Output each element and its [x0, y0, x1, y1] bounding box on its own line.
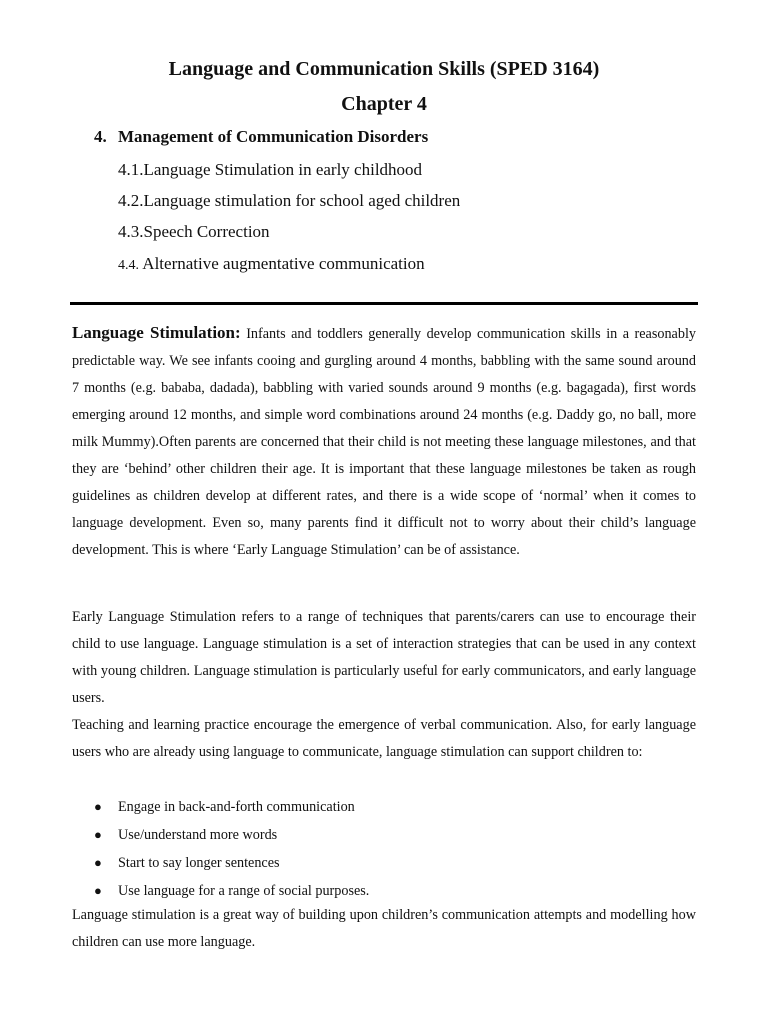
- toc-item-number: 4.4.: [118, 258, 139, 273]
- list-item: [72, 849, 696, 877]
- paragraph-lead: Language Stimulation:: [72, 323, 241, 342]
- bullet-icon: ●: [94, 827, 102, 842]
- list-item-text: Engage in back-and-forth communication: [118, 799, 355, 815]
- toc-item-label: Speech Correction: [143, 222, 270, 241]
- toc-item-number: 4.1.: [118, 160, 144, 179]
- bullet-icon: ●: [94, 799, 102, 814]
- list-item: [72, 793, 696, 821]
- paragraph-teaching-practice: Teaching and learning practice encourage the emergence of verbal communication. Also, for early language users who are already using language to communicate, language stimulation can support children to:: [72, 717, 696, 760]
- chapter-title: Chapter 4: [341, 93, 427, 115]
- toc-item: [118, 159, 422, 181]
- toc-item-label: Alternative augmentative communication: [139, 254, 425, 273]
- paragraph-early-language-stimulation: Early Language Stimulation refers to a range of techniques that parents/carers can use to encourage their child to use language. Language stimulation is a set of interaction strategies that can be used in any context with young children. Language stimulation is particularly useful for early communicators, and early language users.: [72, 609, 696, 706]
- paragraph-language-stimulation: [72, 319, 696, 564]
- bullet-icon: ●: [94, 855, 102, 870]
- paragraph-text: Infants and toddlers generally develop communication skills in a reasonably predictable way. We see infants cooing and gurgling around 4 months, babbling with the same sound around 7 months (e.g. bababa, dadada), babbling with varied sounds around 9 months (e.g. bagagada), first words emerging around 12 months, and simple word combinations around 24 months (e.g. Daddy go, no ball, more milk Mummy).Often parents are concerned that their child is not meeting these language milestones, and that they are ‘behind’ other children their age. It is important that these language milestones be taken as rough guidelines as children develop at different rates, and there is a wide scope of ‘normal’ when it comes to language development. Even so, many parents find it difficult not to worry about their child’s language development. This is where ‘Early Language Stimulation’ can be of assistance.: [72, 326, 696, 558]
- document-title: Language and Communication Skills (SPED 3164): [168, 58, 600, 80]
- list-item-text: Use/understand more words: [118, 827, 278, 843]
- section-divider: [70, 302, 698, 305]
- toc-item: [118, 253, 425, 277]
- paragraph-building-upon: Language stimulation is a great way of building upon children’s communication attempts and modelling how children can use more language.: [72, 907, 696, 950]
- list-item: [72, 877, 696, 905]
- toc-item-number: 4.3.: [118, 222, 144, 241]
- bullet-icon: ●: [94, 883, 102, 898]
- list-item-text: Use language for a range of social purposes.: [118, 883, 370, 899]
- toc-item: [118, 221, 270, 243]
- toc-item-number: 4.2.: [118, 191, 144, 210]
- list-item: [72, 821, 696, 849]
- toc-item-label: Language Stimulation in early childhood: [143, 160, 423, 179]
- toc-item-label: Language stimulation for school aged children: [143, 191, 461, 210]
- toc-heading-number: 4.: [94, 127, 107, 146]
- toc-heading: [94, 126, 428, 148]
- list-item-text: Start to say longer sentences: [118, 855, 280, 871]
- toc-item: [118, 190, 460, 212]
- toc-heading-label: Management of Communication Disorders: [118, 127, 429, 146]
- bullet-list: [72, 793, 696, 905]
